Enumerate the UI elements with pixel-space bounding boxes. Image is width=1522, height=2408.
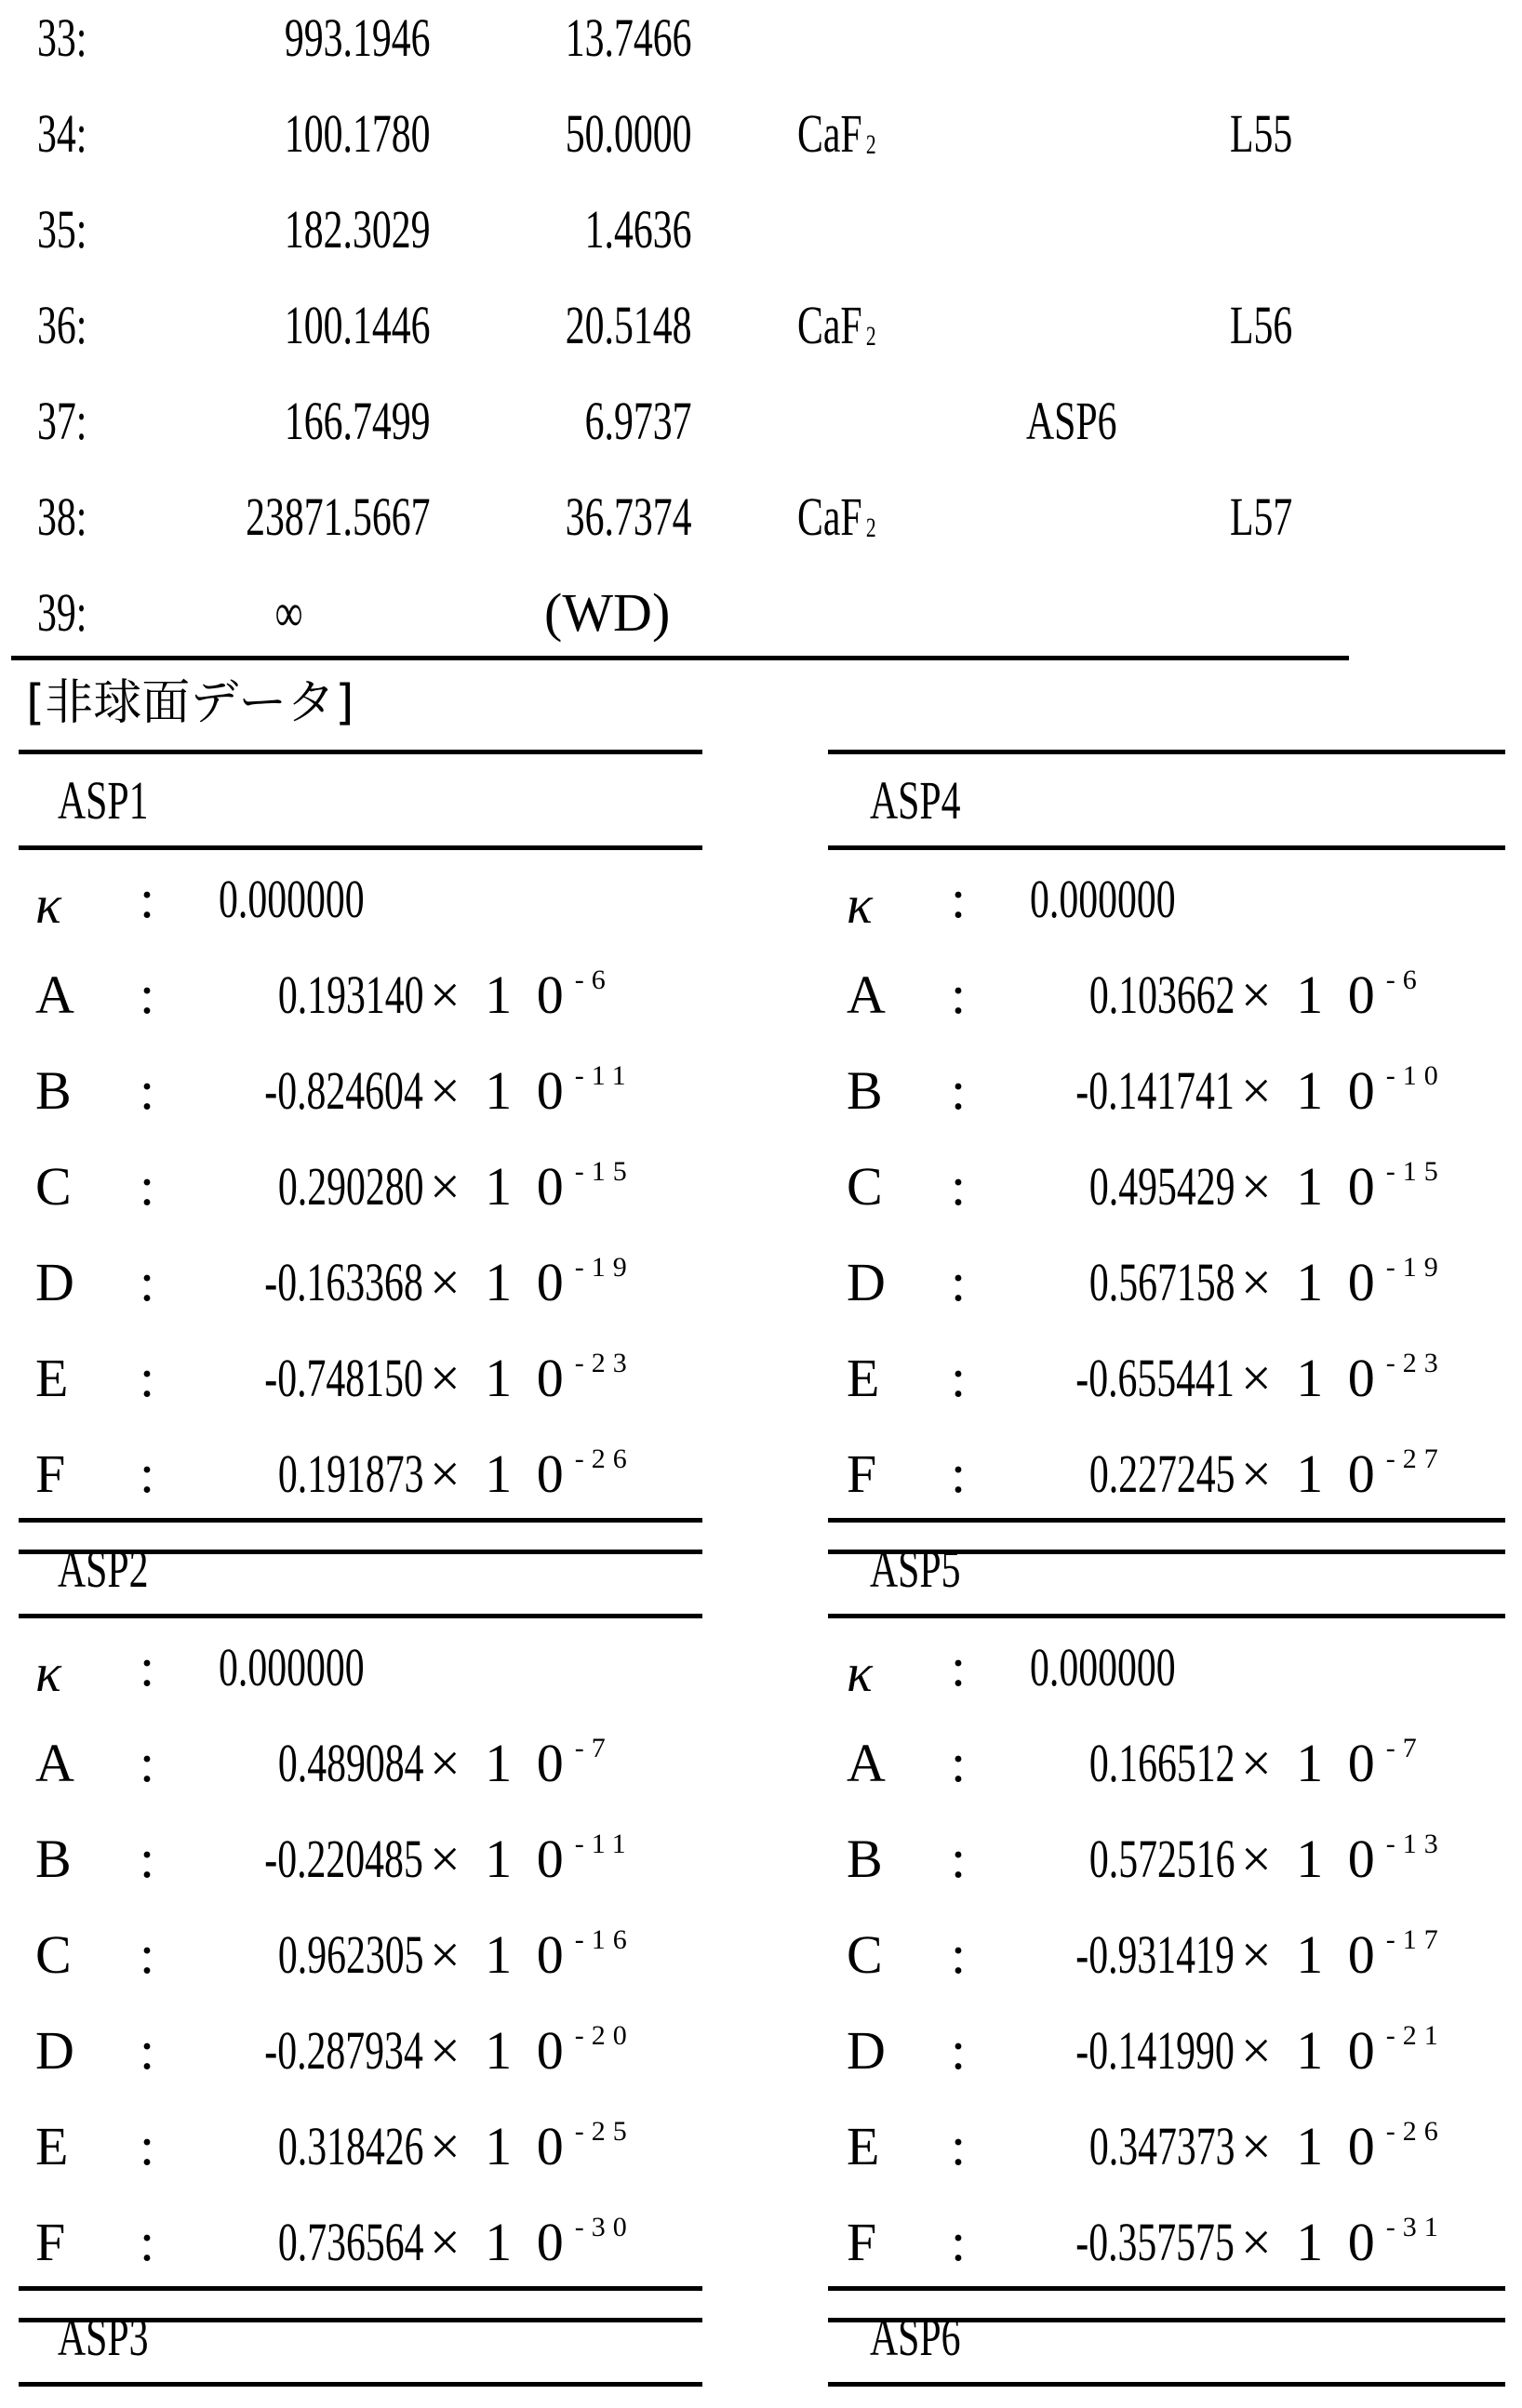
colon-separator: : bbox=[951, 1829, 967, 1889]
aspheric-block-name bbox=[58, 1538, 183, 1599]
coefficient-key: B bbox=[35, 1829, 72, 1889]
coefficient-mantissa-text: 0.489084 bbox=[277, 1733, 423, 1793]
surface-number bbox=[37, 486, 106, 547]
radius-value bbox=[174, 486, 431, 547]
aspheric-block-name bbox=[870, 770, 995, 831]
aspheric-block-name-text: ASP3 bbox=[58, 2307, 149, 2367]
block-header-rule bbox=[19, 2382, 702, 2387]
aspheric-block-name-text: ASP2 bbox=[58, 1538, 149, 1599]
thickness-value bbox=[543, 199, 692, 259]
times-ten bbox=[430, 1924, 634, 1985]
times-ten-text: × 1 0 bbox=[430, 1252, 569, 1312]
exponent: -6 bbox=[574, 965, 613, 995]
coefficient-mantissa-text: 0.347373 bbox=[1088, 2116, 1235, 2176]
lens-element-text: L55 bbox=[1230, 103, 1293, 164]
coefficient-mantissa bbox=[1014, 2212, 1235, 2272]
colon-separator: : bbox=[951, 965, 967, 1025]
exponent: -15 bbox=[574, 1156, 634, 1187]
surface-number-text: 37: bbox=[37, 391, 87, 451]
coefficient-value-text: 0.000000 bbox=[219, 869, 365, 929]
coefficient-key: κ bbox=[35, 874, 61, 935]
block-top-rule bbox=[19, 1518, 702, 1523]
coefficient-mantissa bbox=[221, 1156, 424, 1217]
surface-number bbox=[37, 7, 106, 68]
coefficient-mantissa bbox=[1014, 1060, 1235, 1121]
surface-number-text: 33: bbox=[37, 7, 87, 68]
coefficient-mantissa bbox=[1014, 1924, 1235, 1985]
aspheric-block-name bbox=[58, 2307, 183, 2367]
exponent: -19 bbox=[574, 1252, 634, 1283]
material-text: CaF bbox=[797, 486, 862, 547]
coefficient-value bbox=[1030, 1637, 1233, 1697]
surface-number-text: 38: bbox=[37, 486, 87, 547]
coefficient-key: B bbox=[847, 1829, 883, 1889]
coefficient-mantissa bbox=[221, 1733, 424, 1793]
coefficient-mantissa bbox=[1033, 1443, 1235, 1504]
times-ten bbox=[1241, 2212, 1446, 2272]
coefficient-mantissa bbox=[203, 1060, 423, 1121]
coefficient-key: C bbox=[35, 1156, 72, 1217]
colon-separator: : bbox=[140, 965, 155, 1025]
coefficient-value bbox=[219, 869, 421, 929]
lens-element-text: L56 bbox=[1230, 295, 1293, 355]
aspheric-block-name-text: ASP4 bbox=[870, 770, 961, 831]
coefficient-key: E bbox=[847, 1348, 880, 1408]
surface-number bbox=[37, 391, 106, 451]
coefficient-key: κ bbox=[35, 1643, 61, 1703]
aspheric-block-name-text: ASP6 bbox=[870, 2307, 961, 2367]
coefficient-key: C bbox=[847, 1924, 883, 1985]
times-ten-text: × 1 0 bbox=[430, 1156, 569, 1217]
coefficient-mantissa-text: -0.931419 bbox=[1075, 1924, 1235, 1985]
aspheric-block-name bbox=[870, 1538, 995, 1599]
thickness-text: 13.7466 bbox=[565, 7, 691, 68]
coefficient-mantissa bbox=[1014, 2020, 1235, 2081]
aspheric-block-name bbox=[870, 2307, 995, 2367]
times-ten-text: × 1 0 bbox=[430, 1829, 569, 1889]
times-ten-text: × 1 0 bbox=[1241, 1829, 1381, 1889]
coefficient-key: F bbox=[847, 1443, 877, 1504]
times-ten-text: × 1 0 bbox=[1241, 2116, 1381, 2176]
colon-separator: : bbox=[140, 1637, 155, 1697]
coefficient-key: C bbox=[847, 1156, 883, 1217]
material-subscript: 2 bbox=[865, 129, 876, 160]
colon-separator: : bbox=[140, 2116, 155, 2176]
times-ten bbox=[1241, 2116, 1446, 2176]
colon-separator: : bbox=[140, 1443, 155, 1504]
times-ten bbox=[1241, 1924, 1446, 1985]
colon-separator: : bbox=[140, 1348, 155, 1408]
coefficient-mantissa bbox=[221, 1924, 424, 1985]
radius-value bbox=[228, 199, 431, 259]
exponent: -11 bbox=[574, 1829, 634, 1859]
coefficient-key: B bbox=[35, 1060, 72, 1121]
coefficient-mantissa bbox=[203, 2020, 423, 2081]
coefficient-key: E bbox=[847, 2116, 880, 2176]
coefficient-key: A bbox=[847, 1733, 886, 1793]
material-subscript: 2 bbox=[865, 512, 876, 543]
colon-separator: : bbox=[140, 1924, 155, 1985]
radius-value bbox=[228, 7, 431, 68]
coefficient-mantissa-text: 0.736564 bbox=[277, 2212, 423, 2272]
coefficient-mantissa-text: 0.962305 bbox=[277, 1924, 423, 1985]
exponent: -13 bbox=[1385, 1829, 1446, 1859]
coefficient-mantissa-text: -0.748150 bbox=[264, 1348, 423, 1408]
colon-separator: : bbox=[951, 869, 967, 929]
exponent: -30 bbox=[574, 2212, 634, 2242]
times-ten bbox=[430, 2020, 634, 2081]
times-ten-text: × 1 0 bbox=[1241, 1060, 1381, 1121]
times-ten bbox=[430, 2116, 634, 2176]
times-ten bbox=[430, 1060, 634, 1121]
coefficient-mantissa-text: 0.572516 bbox=[1088, 1829, 1235, 1889]
times-ten-text: × 1 0 bbox=[430, 1924, 569, 1985]
times-ten-text: × 1 0 bbox=[1241, 2212, 1381, 2272]
colon-separator: : bbox=[140, 1156, 155, 1217]
coefficient-mantissa bbox=[221, 2116, 424, 2176]
coefficient-mantissa-text: 0.193140 bbox=[277, 965, 423, 1025]
times-ten bbox=[1241, 1252, 1446, 1312]
coefficient-key: A bbox=[35, 965, 74, 1025]
times-ten-text: × 1 0 bbox=[1241, 1156, 1381, 1217]
coefficient-mantissa-text: 0.103662 bbox=[1088, 965, 1235, 1025]
coefficient-mantissa-text: 0.567158 bbox=[1088, 1252, 1235, 1312]
colon-separator: : bbox=[140, 1733, 155, 1793]
times-ten-text: × 1 0 bbox=[1241, 965, 1381, 1025]
radius-text: 23871.5667 bbox=[245, 486, 430, 547]
aspheric-data-heading: [非球面データ] bbox=[26, 675, 354, 731]
radius-value bbox=[228, 103, 431, 164]
times-ten bbox=[1241, 1443, 1446, 1504]
colon-separator: : bbox=[140, 2212, 155, 2272]
times-ten bbox=[430, 1829, 634, 1889]
coefficient-key: C bbox=[35, 1924, 72, 1985]
material-label bbox=[797, 295, 907, 355]
exponent: -11 bbox=[574, 1060, 634, 1091]
times-ten-text: × 1 0 bbox=[1241, 1252, 1381, 1312]
exponent: -16 bbox=[574, 1924, 634, 1955]
material-text: CaF bbox=[797, 103, 862, 164]
surface-number-text: 35: bbox=[37, 199, 87, 259]
coefficient-mantissa bbox=[1033, 2116, 1235, 2176]
exponent: -26 bbox=[574, 1443, 634, 1474]
radius-value bbox=[228, 391, 431, 451]
exponent: -25 bbox=[574, 2116, 634, 2147]
times-ten bbox=[1241, 1156, 1446, 1217]
times-ten bbox=[430, 1348, 634, 1408]
coefficient-mantissa-text: 0.227245 bbox=[1088, 1443, 1235, 1504]
coefficient-key: D bbox=[35, 2020, 74, 2081]
times-ten-text: × 1 0 bbox=[1241, 1443, 1381, 1504]
lens-element-text: L57 bbox=[1230, 486, 1293, 547]
times-ten bbox=[430, 1156, 634, 1217]
exponent: -10 bbox=[1385, 1060, 1446, 1091]
times-ten-text: × 1 0 bbox=[430, 965, 569, 1025]
coefficient-mantissa-text: -0.357575 bbox=[1075, 2212, 1235, 2272]
coefficient-key: B bbox=[847, 1060, 883, 1121]
coefficient-mantissa bbox=[1033, 1252, 1235, 1312]
material-label bbox=[797, 486, 907, 547]
coefficient-key: E bbox=[35, 1348, 69, 1408]
coefficient-mantissa bbox=[203, 1252, 423, 1312]
colon-separator: : bbox=[140, 1252, 155, 1312]
coefficient-key: F bbox=[35, 1443, 66, 1504]
times-ten bbox=[1241, 1348, 1446, 1408]
thickness-text: 36.7374 bbox=[565, 486, 691, 547]
times-ten-text: × 1 0 bbox=[430, 1733, 569, 1793]
coefficient-mantissa-text: -0.141741 bbox=[1075, 1060, 1235, 1121]
times-ten-text: × 1 0 bbox=[1241, 1924, 1381, 1985]
radius-text: 166.7499 bbox=[284, 391, 430, 451]
coefficient-mantissa-text: -0.141990 bbox=[1075, 2020, 1235, 2081]
colon-separator: : bbox=[951, 2020, 967, 2081]
exponent: -20 bbox=[574, 2020, 634, 2051]
times-ten-text: × 1 0 bbox=[430, 2116, 569, 2176]
radius-text: 993.1946 bbox=[284, 7, 430, 68]
block-header-rule bbox=[19, 845, 702, 850]
radius-text: 100.1446 bbox=[284, 295, 430, 355]
radius-value bbox=[242, 582, 326, 643]
thickness-value bbox=[544, 582, 671, 643]
block-top-rule bbox=[828, 2286, 1505, 2291]
coefficient-value bbox=[219, 1637, 421, 1697]
coefficient-key: D bbox=[847, 1252, 886, 1312]
radius-text: 182.3029 bbox=[284, 199, 430, 259]
exponent: -15 bbox=[1385, 1156, 1446, 1187]
coefficient-mantissa-text: 0.495429 bbox=[1088, 1156, 1235, 1217]
coefficient-mantissa bbox=[1033, 1156, 1235, 1217]
lens-element-label bbox=[1230, 486, 1316, 547]
block-top-rule bbox=[828, 1518, 1505, 1523]
material-label bbox=[797, 103, 907, 164]
coefficient-mantissa bbox=[203, 1348, 423, 1408]
table-bottom-rule bbox=[11, 656, 1349, 660]
times-ten bbox=[430, 1443, 634, 1504]
coefficient-key: κ bbox=[847, 1643, 873, 1703]
exponent: -23 bbox=[574, 1348, 634, 1378]
times-ten-text: × 1 0 bbox=[1241, 2020, 1381, 2081]
radius-value bbox=[228, 295, 431, 355]
aspheric-surface-text: ASP6 bbox=[1026, 391, 1117, 451]
coefficient-value-text: 0.000000 bbox=[219, 1637, 365, 1697]
times-ten bbox=[430, 2212, 634, 2272]
colon-separator: : bbox=[951, 1733, 967, 1793]
coefficient-value-text: 0.000000 bbox=[1030, 1637, 1176, 1697]
block-top-rule bbox=[19, 750, 702, 754]
times-ten bbox=[430, 1252, 634, 1312]
coefficient-key: D bbox=[847, 2020, 886, 2081]
colon-separator: : bbox=[140, 1829, 155, 1889]
coefficient-mantissa bbox=[1033, 1733, 1235, 1793]
thickness-value bbox=[543, 391, 692, 451]
times-ten bbox=[1241, 965, 1424, 1025]
coefficient-key: D bbox=[35, 1252, 74, 1312]
coefficient-key: A bbox=[35, 1733, 74, 1793]
surface-number-text: 34: bbox=[37, 103, 87, 164]
exponent: -6 bbox=[1385, 965, 1424, 995]
aspheric-block-name-text: ASP1 bbox=[58, 770, 149, 831]
coefficient-mantissa-text: -0.287934 bbox=[264, 2020, 423, 2081]
block-header-rule bbox=[828, 1614, 1505, 1618]
thickness-text: 6.9737 bbox=[584, 391, 691, 451]
thickness-value bbox=[516, 486, 692, 547]
coefficient-value-text: 0.000000 bbox=[1030, 869, 1176, 929]
coefficient-mantissa-text: -0.163368 bbox=[264, 1252, 423, 1312]
coefficient-mantissa-text: 0.290280 bbox=[277, 1156, 423, 1217]
colon-separator: : bbox=[140, 2020, 155, 2081]
colon-separator: : bbox=[140, 1060, 155, 1121]
colon-separator: : bbox=[951, 1924, 967, 1985]
coefficient-key: A bbox=[847, 965, 886, 1025]
block-header-rule bbox=[19, 1614, 702, 1618]
coefficient-key: F bbox=[847, 2212, 877, 2272]
times-ten-text: × 1 0 bbox=[430, 1443, 569, 1504]
aspheric-surface-label bbox=[1026, 391, 1152, 451]
lens-element-label bbox=[1230, 103, 1316, 164]
surface-number bbox=[37, 295, 106, 355]
times-ten bbox=[430, 1733, 613, 1793]
aspheric-block-name bbox=[58, 770, 183, 831]
material-subscript: 2 bbox=[865, 321, 876, 352]
radius-text: 100.1780 bbox=[284, 103, 430, 164]
coefficient-mantissa bbox=[1033, 1829, 1235, 1889]
exponent: -31 bbox=[1385, 2212, 1446, 2242]
coefficient-mantissa bbox=[1033, 965, 1235, 1025]
colon-separator: : bbox=[140, 869, 155, 929]
surface-number bbox=[37, 582, 106, 643]
thickness-text: 50.0000 bbox=[565, 103, 691, 164]
exponent: -27 bbox=[1385, 1443, 1446, 1474]
exponent: -7 bbox=[574, 1733, 613, 1763]
coefficient-mantissa-text: -0.655441 bbox=[1075, 1348, 1235, 1408]
coefficient-mantissa bbox=[221, 965, 424, 1025]
aspheric-block-name-text: ASP5 bbox=[870, 1538, 961, 1599]
block-header-rule bbox=[828, 2382, 1505, 2387]
exponent: -7 bbox=[1385, 1733, 1424, 1763]
colon-separator: : bbox=[951, 1443, 967, 1504]
times-ten bbox=[430, 965, 613, 1025]
times-ten-text: × 1 0 bbox=[1241, 1733, 1381, 1793]
surface-number bbox=[37, 103, 106, 164]
thickness-value bbox=[516, 295, 692, 355]
coefficient-mantissa bbox=[203, 1829, 423, 1889]
exponent: -26 bbox=[1385, 2116, 1446, 2147]
surface-number-text: 39: bbox=[37, 582, 87, 643]
thickness-text: 1.4636 bbox=[584, 199, 691, 259]
exponent: -17 bbox=[1385, 1924, 1446, 1955]
coefficient-mantissa-text: 0.166512 bbox=[1088, 1733, 1235, 1793]
coefficient-mantissa-text: -0.220485 bbox=[264, 1829, 423, 1889]
colon-separator: : bbox=[951, 1348, 967, 1408]
times-ten-text: × 1 0 bbox=[430, 1060, 569, 1121]
coefficient-mantissa bbox=[1014, 1348, 1235, 1408]
exponent: -21 bbox=[1385, 2020, 1446, 2051]
colon-separator: : bbox=[951, 1060, 967, 1121]
times-ten bbox=[1241, 1060, 1446, 1121]
colon-separator: : bbox=[951, 1252, 967, 1312]
coefficient-key: κ bbox=[847, 874, 873, 935]
times-ten bbox=[1241, 1829, 1446, 1889]
block-top-rule bbox=[828, 750, 1505, 754]
colon-separator: : bbox=[951, 2212, 967, 2272]
material-text: CaF bbox=[797, 295, 862, 355]
thickness-value bbox=[516, 7, 692, 68]
coefficient-mantissa bbox=[221, 2212, 424, 2272]
block-header-rule bbox=[828, 845, 1505, 850]
thickness-text: (WD) bbox=[544, 582, 671, 643]
thickness-value bbox=[516, 103, 692, 164]
coefficient-mantissa-text: -0.824604 bbox=[264, 1060, 423, 1121]
surface-number bbox=[37, 199, 106, 259]
coefficient-key: F bbox=[35, 2212, 66, 2272]
coefficient-key: E bbox=[35, 2116, 69, 2176]
colon-separator: : bbox=[951, 1156, 967, 1217]
times-ten-text: × 1 0 bbox=[430, 2020, 569, 2081]
coefficient-mantissa bbox=[221, 1443, 424, 1504]
colon-separator: : bbox=[951, 1637, 967, 1697]
times-ten bbox=[1241, 1733, 1424, 1793]
lens-element-label bbox=[1230, 295, 1316, 355]
colon-separator: : bbox=[951, 2116, 967, 2176]
block-top-rule bbox=[19, 2286, 702, 2291]
surface-number-text: 36: bbox=[37, 295, 87, 355]
exponent: -19 bbox=[1385, 1252, 1446, 1283]
times-ten-text: × 1 0 bbox=[1241, 1348, 1381, 1408]
coefficient-mantissa-text: 0.318426 bbox=[277, 2116, 423, 2176]
coefficient-mantissa-text: 0.191873 bbox=[277, 1443, 423, 1504]
times-ten bbox=[1241, 2020, 1446, 2081]
radius-text: ∞ bbox=[274, 582, 303, 643]
times-ten-text: × 1 0 bbox=[430, 1348, 569, 1408]
thickness-text: 20.5148 bbox=[565, 295, 691, 355]
coefficient-value bbox=[1030, 869, 1233, 929]
times-ten-text: × 1 0 bbox=[430, 2212, 569, 2272]
exponent: -23 bbox=[1385, 1348, 1446, 1378]
